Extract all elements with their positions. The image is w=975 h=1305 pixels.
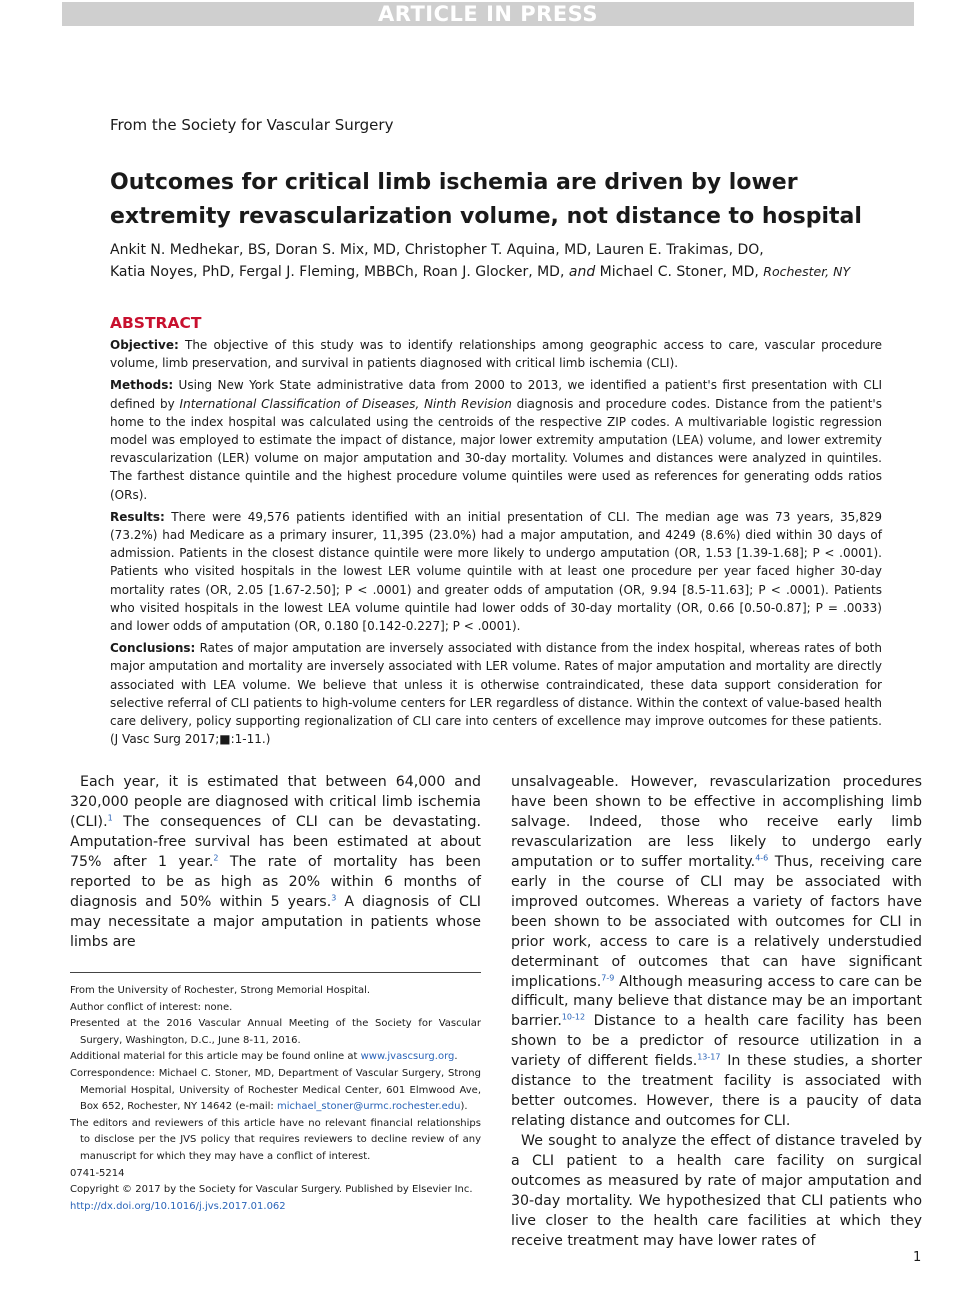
footnotes — [70, 983, 481, 1215]
footnote-affiliation: From the University of Rochester, Strong Memorial Hospital. — [70, 985, 371, 996]
author-location: Rochester, NY — [763, 264, 851, 279]
intro-text-d: A diagnosis of CLI may necessitate a major amputation in patients whose limbs are — [70, 893, 481, 950]
article-in-press-banner: ARTICLE IN PRESS — [62, 2, 914, 26]
author-names: Katia Noyes, PhD, Fergal J. Fleming, MBBCh, Roan J. Glocker, MD, — [110, 264, 565, 280]
footnote-presented: Presented at the 2016 Vascular Annual Meeting of the Society for Vascular Surgery, Washington, D.C., June 8-11, 2016. — [70, 1018, 481, 1046]
cont-text-d: Distance to a health care facility has been shown to be a predictor of resource utilization in a variety of different fields. — [511, 1013, 922, 1070]
cont-text-c: Although measuring access to care can be difficult, many believe that distance may be an important barrier. — [511, 973, 922, 1030]
conclusions-label: Conclusions: — [110, 641, 196, 656]
cont-text-b: Thus, receiving care early in the course of CLI may be associated with improved outcomes. Whereas a variety of factors have been shown to be associated with outcomes for CLI in prior work, access to care is a relatively understudied determinant of outcomes that can have significant implications. — [511, 853, 922, 990]
intro-paragraph-2: We sought to analyze the effect of distance traveled by a CLI patient to a health care facility on surgical outcomes as measured by rate of major amputation and 30-day mortality. We hypothesized that CLI patients who live closer to the health care facilities at which they receive treatment may have lower rates of — [511, 1133, 922, 1249]
footnote-editors: The editors and reviewers of this article have no relevant financial relationships to disclose per the JVS policy that requires reviewers to decline review of any manuscript for which they may have a conflict of interest. — [70, 1117, 481, 1162]
reference-link[interactable]: 1 — [107, 813, 113, 823]
objective-label: Objective: — [110, 338, 179, 352]
abstract-results — [110, 508, 882, 635]
body-column-left — [70, 773, 481, 953]
methods-text-a: Using New York State administrative data from 2000 to 2013, we identified a patient's first presentation with CLI defined by — [110, 378, 882, 411]
reference-link[interactable]: 3 — [331, 892, 337, 902]
reference-link[interactable]: 13-17 — [697, 1052, 721, 1062]
abstract-heading: ABSTRACT — [110, 314, 202, 332]
results-text: There were 49,576 patients identified with an initial presentation of CLI. The median age was 73 years, 35,829 (73.2%) had Medicare as a primary insurer, 11,395 (23.0%) had a major amputation, and 4249 (8.6%) died within 30 days of admission. Patients in the closest distance quintile were more likely to undergo amputation (OR, 1.53 [1.39-1.68]; P < .0001). Patients who visited hospitals in the lowest LER volume quintile with at least one procedure per year faced higher 30-day mortality rates (OR, 2.05 [1.67-2.50]; P < .0001) and greater odds of amputation (OR, 9.94 [8.5-11.63]; P < .0001). Patients who visited hospitals in the lowest LEA volume quintile had lower odds of 30-day mortality (OR, 0.66 [0.50-0.87]; P = .0033) and lower odds of amputation (OR, 0.180 [0.142-0.227]; P < .0001). — [110, 509, 882, 634]
methods-text-b: diagnosis and procedure codes. Distance from the patient's home to the index hospital was calculated using the centroids of the respective ZIP codes. A multivariable logistic regression model was employed to estimate the impact of distance, major lower extremity amputation (LEA) volume, and lower extremity revascularization (LER) volume on major amputation and 30-day mortality. Volumes and distances were analyzed in quintiles. The farthest distance quintile and the highest procedure volume quintiles were used as references for generating odds ratios (ORs). — [110, 396, 882, 502]
intro-text-b: The consequences of CLI can be devastating. Amputation-free survival has been estimated at about 75% after 1 year. — [70, 813, 481, 870]
doi-link[interactable]: http://dx.doi.org/10.1016/j.jvs.2017.01.062 — [70, 1200, 286, 1212]
author-and: and — [568, 264, 596, 280]
last-author: Michael C. Stoner, MD, — [599, 264, 759, 280]
author-list — [110, 240, 900, 283]
objective-text: The objective of this study was to identify relationships among geographic access to care, vascular procedure volume, limb preservation, and survival in patients diagnosed with critical limb ischemia (CLI). — [110, 338, 882, 371]
society-line: From the Society for Vascular Surgery — [110, 116, 394, 134]
reference-link[interactable]: 4-6 — [755, 853, 769, 863]
author-line-2 — [110, 261, 900, 283]
author-line-1: Ankit N. Medhekar, BS, Doran S. Mix, MD, Christopher T. Aquina, MD, Lauren E. Trakimas, DO, — [110, 242, 764, 258]
intro-text-c: The rate of mortality has been reported to be as high as 20% within 6 months of diagnosis and 50% within 5 years. — [70, 853, 481, 910]
reference-link[interactable]: 7-9 — [601, 972, 615, 982]
article-title: Outcomes for critical limb ischemia are driven by lower extremity revascularization volume, not distance to hospital — [110, 170, 862, 229]
results-label: Results: — [110, 509, 165, 524]
footnote-divider — [70, 972, 481, 973]
email-link[interactable]: michael_stoner@urmc.rochester.edu — [276, 1101, 461, 1113]
intro-paragraph-1 — [70, 773, 481, 953]
methods-label: Methods: — [110, 378, 174, 393]
methods-icd: International Classification of Diseases, Ninth Revision — [179, 396, 512, 411]
reference-link[interactable]: 10-12 — [561, 1012, 586, 1022]
abstract-methods — [110, 376, 882, 503]
footnote-conflict: Author conflict of interest: none. — [70, 1001, 233, 1013]
journal-link[interactable]: www.jvascsurg.org — [360, 1051, 455, 1063]
additional-text: Additional material for this article may be found online at — [70, 1051, 358, 1063]
conclusions-text: Rates of major amputation are inversely associated with distance from the index hospital, whereas rates of both major amputation and mortality are inversely associated with LER volume. Rates of major amputation and mortality are directly associated with LEA volume. We believe that unless it is otherwise contraindicated, these data support consideration for selective referral of CLI patients to high-volume centers for LER regardless of distance. Within the context of value-based health care delivery, policy supporting regionalization of CLI care into centers of excellence may improve outcomes for these patients. (J Vasc Surg 2017;■:1-11.) — [110, 641, 882, 747]
page-number: 1 — [913, 1250, 922, 1265]
cont-text-a: unsalvageable. However, revascularization procedures have been shown to be effective in accomplishing limb salvage. Indeed, those who receive early limb revascularization are less likely to undergo early amputation or to suffer mortality. — [511, 774, 922, 870]
body-column-right — [511, 773, 922, 1252]
abstract-objective — [110, 336, 882, 372]
abstract-body — [110, 336, 882, 752]
reference-link[interactable]: 2 — [213, 853, 219, 863]
cont-text-e: In these studies, a shorter distance to the treatment facility is associated with better outcomes. However, there is a paucity of data relating distance and outcomes for CLI. — [511, 1053, 922, 1130]
footnote-correspondence: Correspondence: Michael C. Stoner, MD, Department of Vascular Surgery, Strong Memorial Hospital, University of Rochester Medical Center, 601 Elmwood Ave, Box 652, Rochester, NY 14642 (e-mail: michael_stoner@urmc.rochester.edu). — [70, 1067, 481, 1113]
intro-paragraph-1-cont — [511, 773, 922, 1132]
intro-text-a: Each year, it is estimated that between 64,000 and 320,000 people are diagnosed with critical limb ischemia (CLI). — [70, 774, 481, 830]
footnote-issn: 0741-5214 — [70, 1167, 125, 1179]
footnote-additional: Additional material for this article may be found online at www.jvascsurg.org. — [70, 1051, 458, 1063]
abstract-conclusions — [110, 639, 882, 748]
correspondence-text: Correspondence: Michael C. Stoner, MD, Department of Vascular Surgery, Strong Memorial Hospital, University of Rochester Medical Center, 601 Elmwood Ave, Box 652, Rochester, NY 14642 (e-mail: — [70, 1067, 481, 1113]
footnote-copyright: Copyright © 2017 by the Society for Vascular Surgery. Published by Elsevier Inc. — [70, 1184, 473, 1196]
